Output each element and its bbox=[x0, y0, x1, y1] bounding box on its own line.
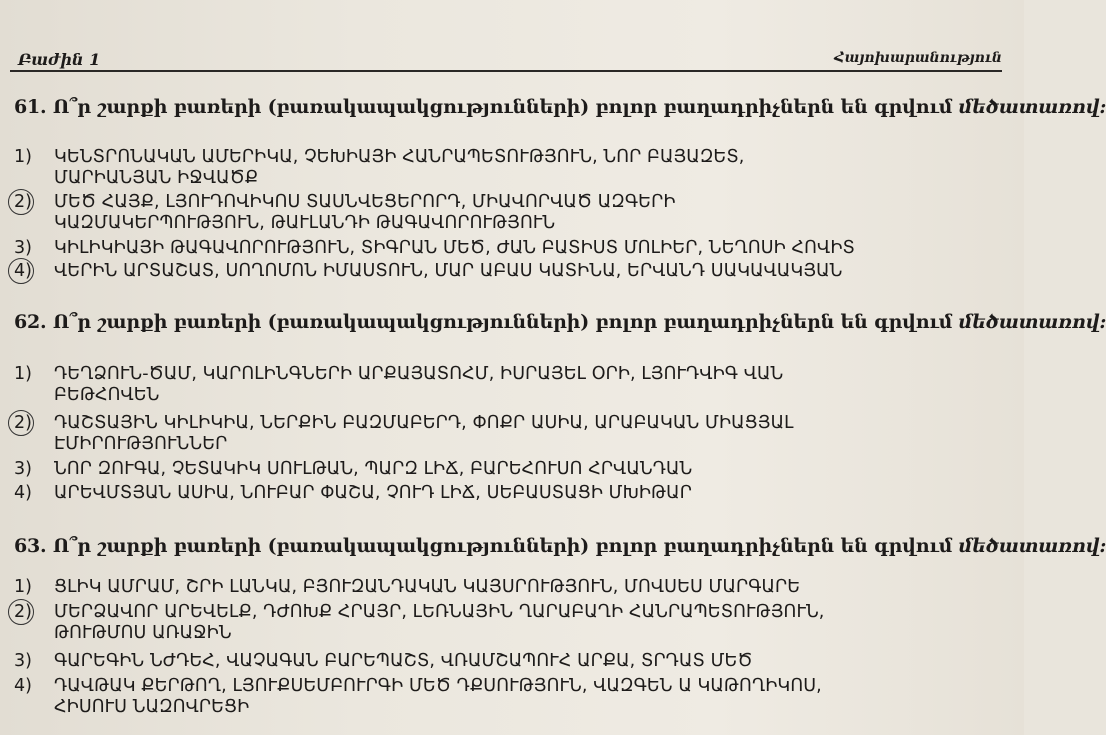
page-header bbox=[10, 44, 1002, 72]
question-63-option-3: 3) ԳԱՐԵԳԻՆ ՆԺԴԵՀ, ՎԱՉԱԳԱՆ ԲԱՐԵՊԱՇՏ, ՎՌԱՄՇԱՊՈՒՀ ԱՐՔԱ, ՏՐԴԱՏ ՄԵԾ bbox=[14, 651, 753, 671]
question-61-option-4: 4) ՎԵՐԻՆ ԱՐՏԱՇԱՏ, ՍՈՂՈՄՈՆ ԻՄԱՍՏՈՒՆ, ՄԱՐ ԱԲԱՍ ԿԱՏԻՆԱ, ԵՐՎԱՆԴ ՍԱԿԱՎԱԿՅԱՆ bbox=[14, 261, 843, 282]
question-63-option-2: 2) ՄԵՐՁԱՎՈՐ ԱՐԵՎԵԼՔ, ԴԺՈԽՔ ՀՐԱՅՐ, ԼԵՌՆԱՅԻՆ ՂԱՐԱԲԱՂԻ ՀԱՆՐԱՊԵՏՈՒԹՅՈՒՆ, ԹՈՒԹՄՈՍ ԱՌԱՋԻՆ bbox=[14, 602, 824, 644]
question-63-option-4: 4) ԴԱՎԹԱԿ ՔԵՐԹՈՂ, ԼՅՈՒՔՍԵՄԲՈՒՐԳԻ ՄԵԾ ԴՔՍՈՒԹՅՈՒՆ, ՎԱԶԳԵՆ Ա ԿԱԹՈՂԻԿՈՍ, ՀԻՍՈՒՍ ՆԱԶՈՎՐԵՑԻ bbox=[14, 676, 822, 717]
subject-label: Հայոխարանություն bbox=[834, 50, 1002, 66]
answer-mark-circle bbox=[8, 189, 34, 215]
question-62-option-4: 4) ԱՐԵՎՄՏՅԱՆ ԱՍԻԱ, ՆՈՒԲԱՐ ՓԱՇԱ, ՉՈՒԴ ԼԻՃ, ՍԵԲԱՍՏԱՑԻ ՄԽԻԹԱՐ bbox=[14, 483, 692, 503]
answer-mark-circle bbox=[8, 599, 34, 625]
question-62-option-1: 1) ԴԵՂՁՈՒՆ-ԾԱՄ, ԿԱՐՈԼԻՆԳՆԵՐԻ ԱՐՔԱՅԱՏՈՀՄ, ԻՍՐԱՅԵԼ ՕՐԻ, ԼՅՈՒԴՎԻԳ ՎԱՆ ԲԵԹՀՈՎԵՆ bbox=[14, 364, 784, 405]
section-label: Բաժին 1 bbox=[18, 50, 101, 69]
question-62-option-3: 3) ՆՈՐ ԶՈՒԳԱ, ՉԵՏԱԿԻԿ ՍՈՒԼԹԱՆ, ՊԱՐԶ ԼԻՃ, ԲԱՐԵՀՈՒՍՈ ՀՐՎԱՆԴԱՆ bbox=[14, 459, 693, 479]
question-62-title: 62. Ո՞ր շարքի բառերի (բառակապակցությունների) բոլոր բաղադրիչներն են գրվում մեծատառով: bbox=[14, 311, 1106, 333]
question-63-title: 63. Ո՞ր շարքի բառերի (բառակապակցությունների) բոլոր բաղադրիչներն են գրվում մեծատառով: bbox=[14, 535, 1106, 557]
question-61-option-3: 3) ԿԻԼԻԿԻԱՅԻ ԹԱԳԱՎՈՐՈՒԹՅՈՒՆ, ՏԻԳՐԱՆ ՄԵԾ, ԺԱՆ ԲԱՏԻՍՏ ՄՈԼԻԵՐ, ՆԵՂՈՍԻ ՀՈՎԻՏ bbox=[14, 238, 855, 258]
question-61-option-2: 2) ՄԵԾ ՀԱՅՔ, ԼՅՈՒԴՈՎԻԿՈՍ ՏԱՍՆՎԵՑԵՐՈՐԴ, ՄԻԱՎՈՐՎԱԾ ԱԶԳԵՐԻ ԿԱԶՄԱԿԵՐՊՈՒԹՅՈՒՆ, ԹԱՒԼԱՆԴԻ ԹԱԳԱՎՈՐՈՒԹՅՈՒՆ bbox=[14, 192, 676, 234]
answer-mark-circle bbox=[8, 410, 34, 436]
question-62-option-2: 2) ԴԱՇՏԱՅԻՆ ԿԻԼԻԿԻԱ, ՆԵՐՔԻՆ ԲԱԶՄԱԲԵՐԴ, ՓՈՔՐ ԱՍԻԱ, ԱՐԱԲԱԿԱՆ ՄԻԱՑՅԱԼ ԷՄԻՐՈՒԹՅՈՒՆՆԵՐ bbox=[14, 413, 794, 455]
answer-mark-circle bbox=[8, 258, 34, 284]
question-61-title: 61. Ո՞ր շարքի բառերի (բառակապակցությունների) բոլոր բաղադրիչներն են գրվում մեծատառով: bbox=[14, 96, 1106, 118]
question-61-option-1: 1) ԿԵՆՏՐՈՆԱԿԱՆ ԱՄԵՐԻԿԱ, ՉԵԽԻԱՅԻ ՀԱՆՐԱՊԵՏՈՒԹՅՈՒՆ, ՆՈՐ ԲԱՅԱԶԵՏ, ՄԱՐԻԱՆՅԱՆ ԻՋՎԱԾՔ bbox=[14, 147, 745, 188]
question-63-option-1: 1) ՑԼԻԿ ԱՄՐԱՄ, ՇՐԻ ԼԱՆԿԱ, ԲՅՈՒԶԱՆԴԱԿԱՆ ԿԱՅՍՐՈՒԹՅՈՒՆ, ՄՈՎՍԵՍ ՄԱՐԳԱՐԵ bbox=[14, 577, 801, 597]
